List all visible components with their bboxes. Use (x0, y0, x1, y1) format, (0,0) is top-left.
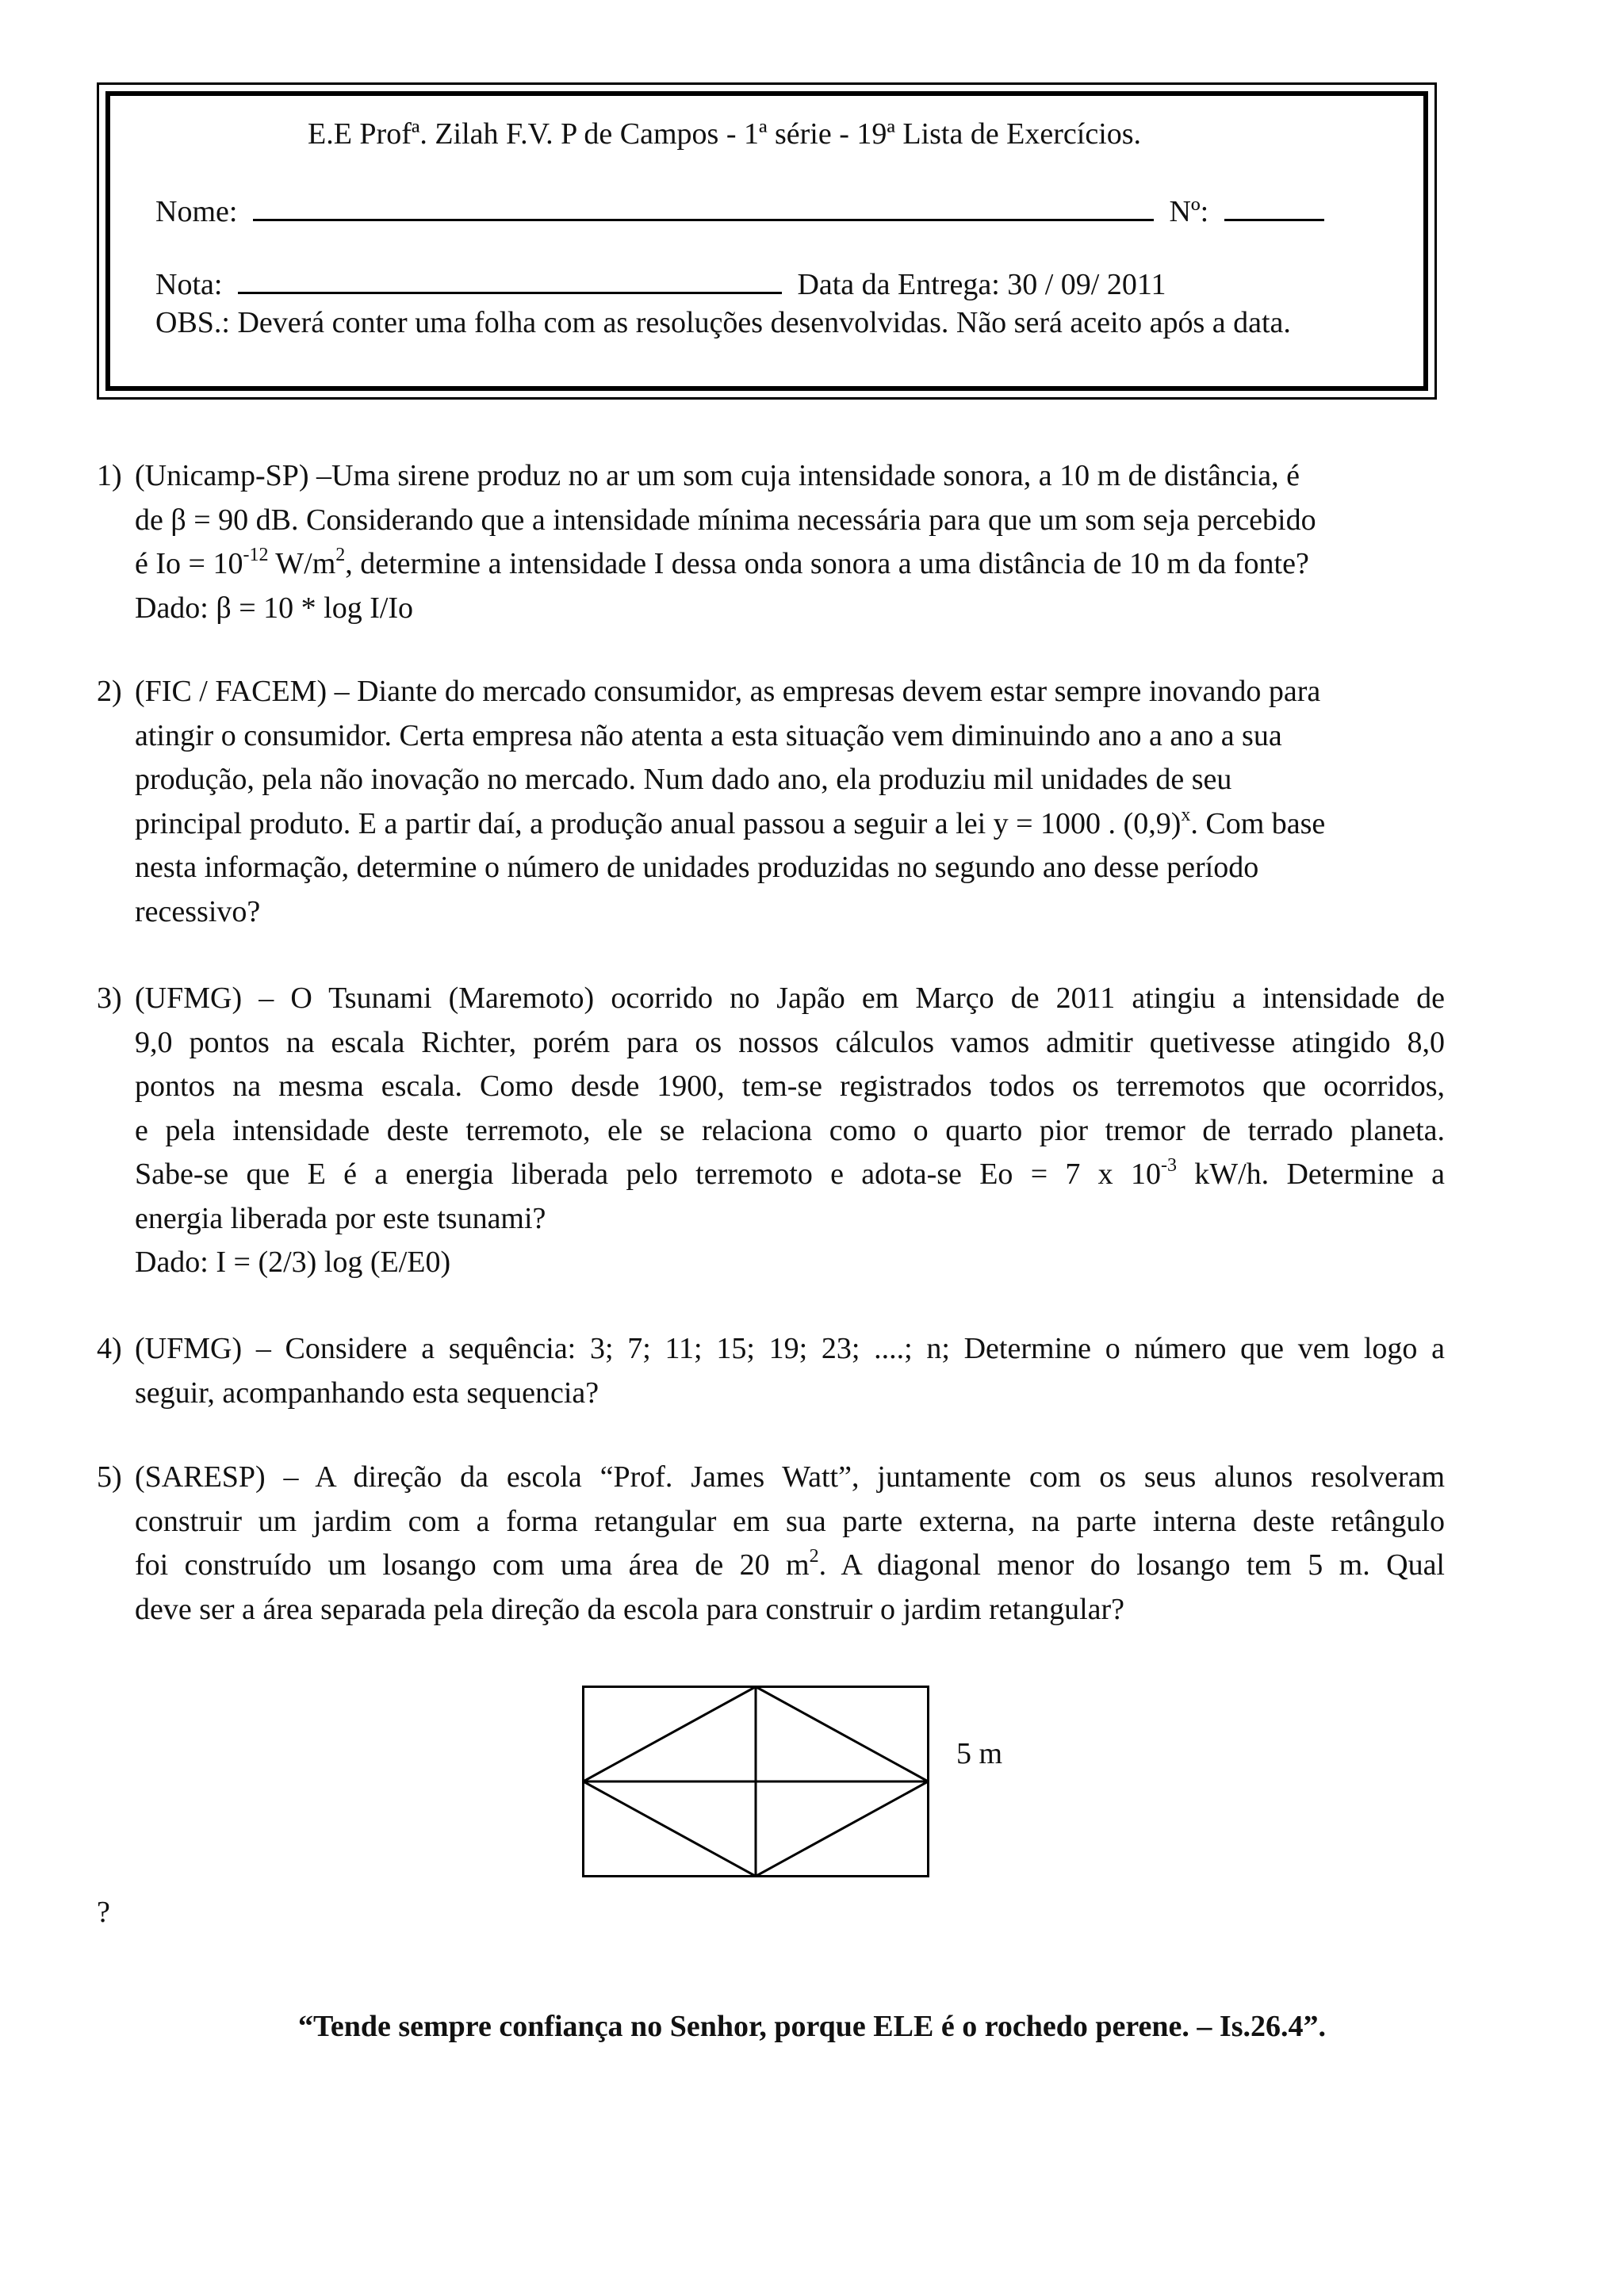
grade-label: Nota: (155, 268, 223, 301)
question-number: 5) (97, 1460, 122, 1494)
superscript: 2 (809, 1546, 819, 1567)
superscript: -12 (243, 545, 269, 566)
question-text-line (135, 542, 1445, 587)
text-run: . Com base (1190, 806, 1326, 840)
rectangle-rhombus-figure (582, 1686, 929, 1877)
superscript: -3 (1160, 1155, 1177, 1177)
name-field (155, 193, 1324, 230)
question-text-line: (UFMG) – O Tsunami (Maremoto) ocorrido no Japão em Março de 2011 atingiu a intensidade de (135, 982, 1445, 1015)
superscript: x (1181, 804, 1191, 825)
question-text-line: e pela intensidade deste terremoto, ele se relaciona como o quarto pior tremor de terrado planeta. (135, 1113, 1445, 1147)
question-text-line: (UFMG) – Considere a sequência: 3; 7; 11; 15; 19; 23; ....; n; Determine o número que vem logo a (135, 1332, 1445, 1365)
question-text-line: (FIC / FACEM) – Diante do mercado consumidor, as empresas devem estar sempre inovando para (135, 675, 1321, 708)
text-run: W/m (268, 547, 336, 580)
question-number: 3) (97, 982, 122, 1015)
number-blank-line (1224, 195, 1324, 221)
grade-blank-line (238, 268, 782, 294)
text-run: é Io = 10 (135, 547, 243, 580)
grade-field (155, 266, 1166, 303)
text-run: foi construído um losango com uma área de 20 m (135, 1548, 810, 1582)
delivery-date: Data da Entrega: 30 / 09/ 2011 (797, 268, 1166, 301)
name-label: Nome: (155, 195, 238, 228)
header-obs: OBS.: Deverá conter uma folha com as resoluções desenvolvidas. Não será aceito após a data. (155, 306, 1291, 339)
text-run: Sabe-se que E é a energia liberada pelo terremoto e adota-se Eo = 7 x 10 (135, 1158, 1161, 1191)
question-text-line: seguir, acompanhando esta sequencia? (135, 1376, 599, 1410)
header-title: E.E Profª. Zilah F.V. P de Campos - 1ª série - 19ª Lista de Exercícios. (308, 117, 1142, 151)
text-run: kW/h. Determine a (1176, 1158, 1445, 1191)
question-text-line: recessivo? (135, 894, 261, 928)
question-text-line: pontos na mesma escala. Como desde 1900, tem-se registrados todos os terremotos que ocorridos, (135, 1070, 1445, 1103)
question-number: 2) (97, 675, 122, 708)
figure-dimension-label: 5 m (956, 1737, 1003, 1770)
question-text-line (135, 1544, 1445, 1588)
number-label: Nº: (1169, 195, 1209, 228)
question-text-line: deve ser a área separada pela direção da escola para construir o jardim retangular? (135, 1592, 1125, 1626)
question-text-line (135, 802, 1445, 847)
question-text-line: energia liberada por este tsunami? (135, 1201, 546, 1235)
question-text-line: Dado: I = (2/3) log (E/E0) (135, 1246, 451, 1279)
text-run: . A diagonal menor do losango tem 5 m. Qual (818, 1548, 1445, 1582)
question-text-line: 9,0 pontos na escala Richter, porém para os nossos cálculos vamos admitir quetivesse atingido 8,0 (135, 1025, 1445, 1059)
question-number: 1) (97, 459, 122, 492)
question-number: 4) (97, 1332, 122, 1365)
question-text-line (135, 1153, 1445, 1197)
text-run: , determine a intensidade I dessa onda sonora a uma distância de 10 m da fonte? (345, 547, 1309, 580)
question-text-line: construir um jardim com a forma retangular em sua parte externa, na parte interna deste retângulo (135, 1504, 1445, 1538)
question-mark: ? (97, 1896, 110, 1929)
name-blank-line (253, 195, 1154, 221)
question-text-line: (SARESP) – A direção da escola “Prof. James Watt”, juntamente com os seus alunos resolveram (135, 1460, 1445, 1494)
question-text-line: (Unicamp-SP) –Uma sirene produz no ar um som cuja intensidade sonora, a 10 m de distância, é (135, 459, 1300, 492)
question-text-line: atingir o consumidor. Certa empresa não atenta a esta situação vem diminuindo ano a ano a sua (135, 718, 1282, 752)
footer-quote: “Tende sempre confiança no Senhor, porque ELE é o rochedo perene. – Is.26.4”. (298, 2010, 1326, 2043)
question-text-line: de β = 90 dB. Considerando que a intensidade mínima necessária para que um som seja percebido (135, 503, 1316, 537)
text-run: principal produto. E a partir daí, a produção anual passou a seguir a lei y = 1000 . (0,9) (135, 806, 1182, 840)
question-text-line: Dado: β = 10 * log I/Io (135, 591, 414, 625)
question-text-line: produção, pela não inovação no mercado. Num dado ano, ela produziu mil unidades de seu (135, 763, 1232, 796)
question-text-line: nesta informação, determine o número de unidades produzidas no segundo ano desse período (135, 851, 1259, 884)
superscript: 2 (335, 545, 346, 566)
